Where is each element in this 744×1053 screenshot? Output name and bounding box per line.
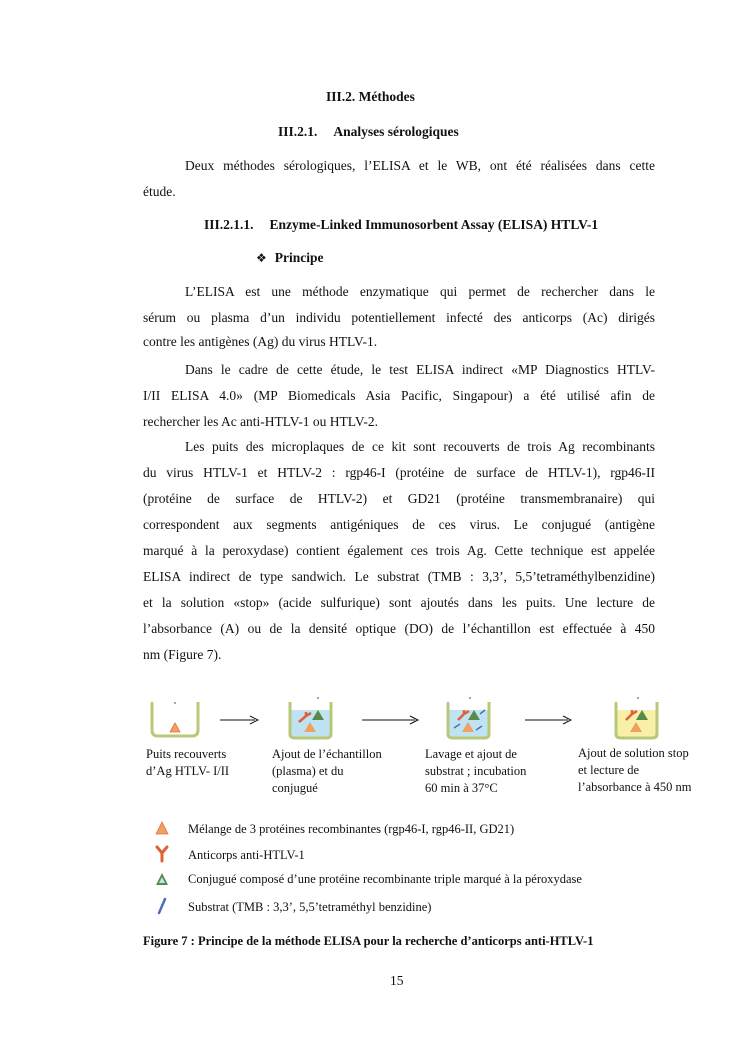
legend-label: Conjugué composé d’une protéine recombinante triple marqué à la péroxydase	[188, 872, 582, 886]
well-sample-icon	[290, 697, 331, 738]
caption-line: et lecture de	[578, 763, 640, 777]
text-line: étude.	[143, 184, 176, 199]
step-caption-3	[425, 746, 526, 797]
step-caption-2	[272, 746, 382, 797]
legend-label: Anticorps anti-HTLV-1	[188, 848, 305, 862]
caption-line: (plasma) et du	[272, 764, 344, 778]
caption-line: Lavage et ajout de	[425, 747, 517, 761]
legend-label: Mélange de 3 protéines recombinantes (rgp46-I, rgp46-II, GD21)	[188, 822, 515, 836]
caption-line: Puits recouverts	[146, 747, 227, 761]
text-line: l’absorbance (A) ou de la densité optique (DO) de l’échantillon est effectuée à 450	[143, 621, 655, 636]
text-line: I/II ELISA 4.0» (MP Biomedicals Asia Pacific, Singapour) a été utilisé afin de	[143, 388, 655, 403]
substrate-icon	[154, 897, 170, 915]
text-line: Dans le cadre de cette étude, le test ELISA indirect «MP Diagnostics HTLV-	[185, 362, 655, 377]
paragraph-elisa-principle	[143, 434, 655, 668]
heading-methodes: III.2. Méthodes	[326, 89, 415, 104]
paragraph-elisa-kit	[143, 357, 655, 435]
paragraph-elisa-definition	[143, 279, 655, 353]
heading-number: III.2.1.	[278, 124, 318, 139]
heading-number: III.2.1.1.	[204, 217, 254, 232]
text-line: marqué à la peroxydase) contient également ces trois Ag. Cette technique est appelée	[143, 543, 655, 558]
text-line: L’ELISA est une méthode enzymatique qui permet de rechercher dans le	[185, 284, 655, 299]
conjugate-icon	[154, 871, 170, 887]
caption-line: l’absorbance à 450 nm	[578, 780, 692, 794]
text-line: sérum ou plasma d’un individu potentiellement infecté des anticorps (Ac) dirigés	[143, 310, 655, 325]
text-line: correspondent aux segments antigéniques de ces virus. Le conjugué (antigène	[143, 517, 655, 532]
antigen-triangle-icon	[154, 820, 170, 836]
elisa-figure-diagram	[140, 690, 700, 750]
heading-text: Analyses sérologiques	[333, 124, 459, 139]
caption-line: d’Ag HTLV- I/II	[146, 764, 230, 778]
step-caption-4	[578, 745, 692, 796]
bullet-icon: ❖	[256, 251, 267, 265]
heading-text: Principe	[274, 250, 324, 265]
caption-line: Ajout de l’échantillon	[272, 747, 382, 761]
text-line: contre les antigènes (Ag) du virus HTLV-1.	[143, 334, 378, 349]
text-line: Les puits des microplaques de ce kit sont recouverts de trois Ag recombinants	[185, 439, 655, 454]
paragraph-intro	[143, 153, 655, 205]
text-line: nm (Figure 7).	[143, 647, 222, 662]
well-coated-icon	[152, 702, 198, 736]
step-caption-1	[146, 746, 229, 780]
figure-caption: Figure 7 : Principe de la méthode ELISA pour la recherche d’anticorps anti-HTLV-1	[143, 934, 594, 948]
well-substrate-icon	[448, 697, 489, 738]
page-number: 15	[390, 973, 404, 988]
heading-analyses-serologiques	[278, 124, 459, 140]
caption-line: 60 min à 37°C	[425, 781, 498, 795]
caption-line: conjugué	[272, 781, 318, 795]
heading-principe	[256, 250, 324, 266]
text-line: rechercher les Ac anti-HTLV-1 ou HTLV-2.	[143, 414, 378, 429]
caption-line: Ajout de solution stop	[578, 746, 689, 760]
caption-line: substrat ; incubation	[425, 764, 527, 778]
legend-label: Substrat (TMB : 3,3’, 5,5’tetraméthyl benzidine)	[188, 900, 432, 914]
text-line: (protéine de surface de HTLV-2) et GD21 (protéine transmembranaire) qui	[143, 491, 655, 506]
heading-text: Enzyme-Linked Immunosorbent Assay (ELISA) HTLV-1	[269, 217, 599, 232]
heading-elisa	[204, 217, 598, 233]
text-line: et la solution «stop» (acide sulfurique) sont ajoutés dans les puits. Une lecture de	[143, 595, 655, 610]
text-line: ELISA indirect de type sandwich. Le substrat (TMB : 3,3’, 5,5’tetraméthylbenzidine)	[143, 569, 655, 584]
antibody-y-icon	[154, 845, 170, 863]
text-line: du virus HTLV-1 et HTLV-2 : rgp46-I (protéine de surface de HTLV-1), rgp46-II	[143, 465, 655, 480]
well-stop-solution-icon	[616, 697, 657, 738]
text-line: Deux méthodes sérologiques, l’ELISA et le WB, ont été réalisées dans cette	[185, 158, 655, 173]
